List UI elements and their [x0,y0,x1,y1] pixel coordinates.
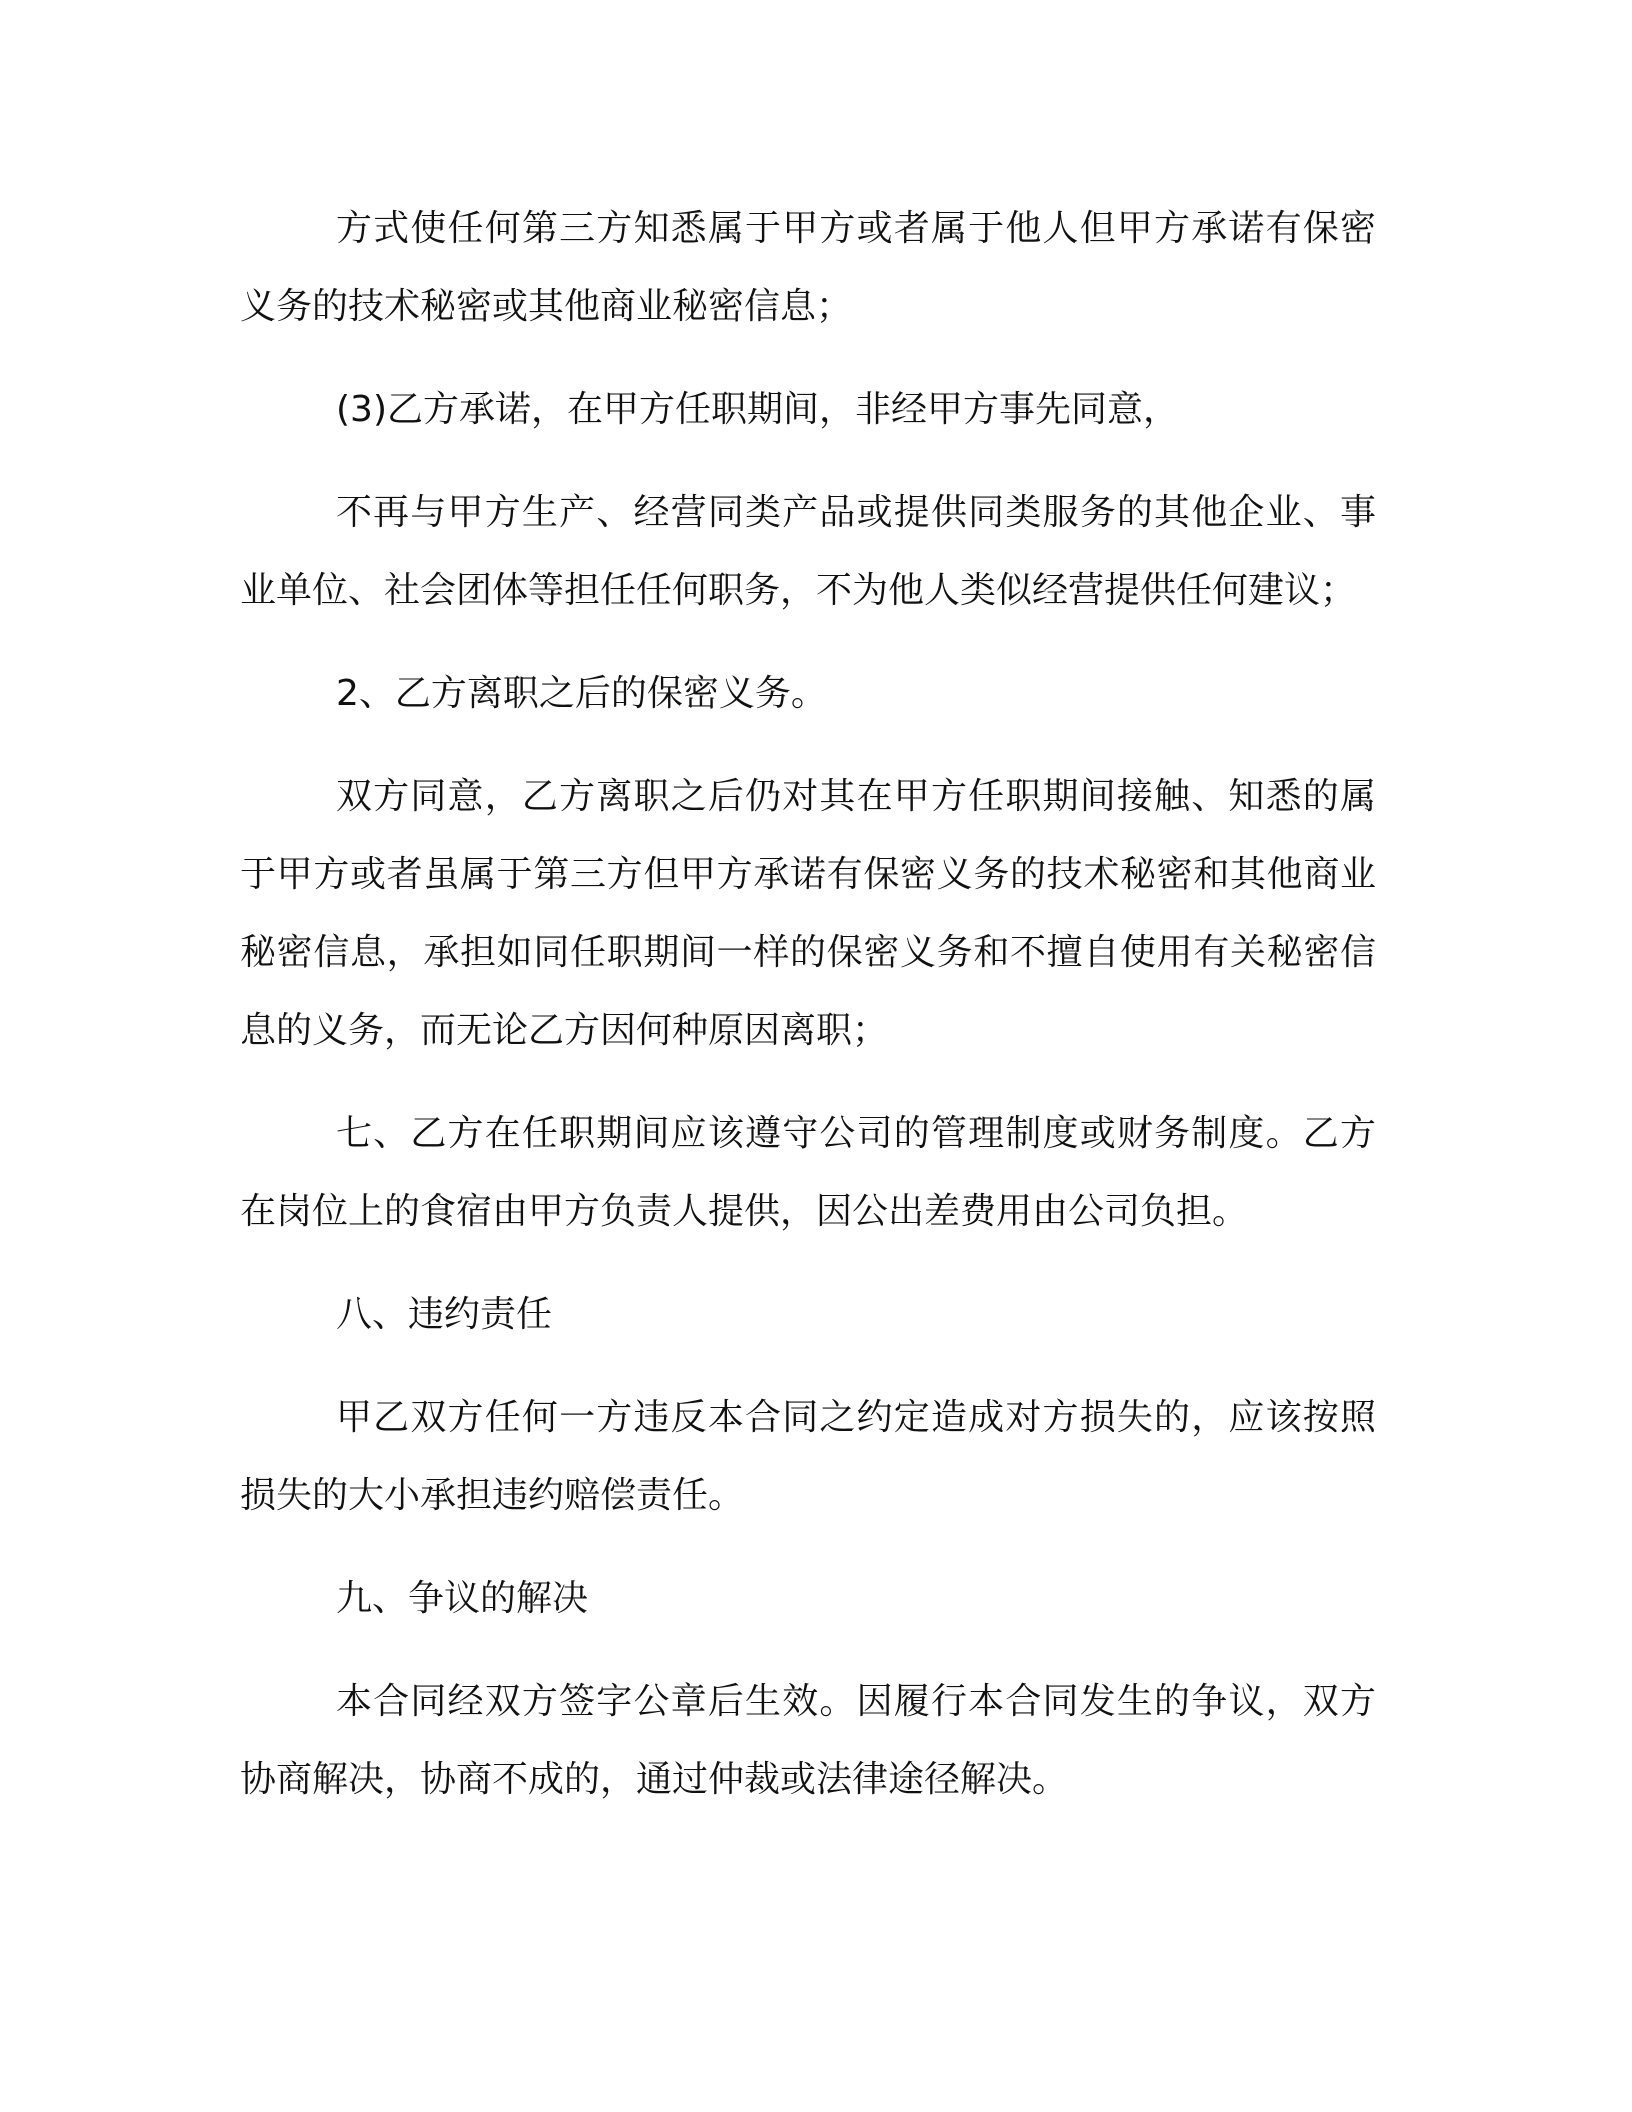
paragraph-clause-3: (3)乙方承诺，在甲方任职期间，非经甲方事先同意， [336,389,1179,430]
paragraph-section-7: 七、乙方在任职期间应该遵守公司的管理制度或财务制度。乙方在岗位上的食宿由甲方负责人提供，因公出差费用由公司负担。 [240,1113,1376,1232]
paragraph-confidential-info-continued: 方式使任何第三方知悉属于甲方或者属于他人但甲方承诺有保密义务的技术秘密或其他商业秘密信息； [240,208,1376,327]
document-body [240,190,1376,1844]
heading-section-8-breach: 八、违约责任 [336,1294,553,1335]
paragraph-post-employment-confidentiality: 双方同意，乙方离职之后仍对其在甲方任职期间接触、知悉的属于甲方或者虽属于第三方但甲方承诺有保密义务的技术秘密和其他商业秘密信息，承担如同任职期间一样的保密义务和不擅自使用有关秘密信息的义务，而无论乙方因何种原因离职； [240,776,1376,1051]
heading-post-employment-confidentiality: 2、乙方离职之后的保密义务。 [336,673,827,714]
paragraph-breach-liability: 甲乙双方任何一方违反本合同之约定造成对方损失的，应该按照损失的大小承担违约赔偿责任。 [240,1397,1376,1516]
paragraph-non-compete: 不再与甲方生产、经营同类产品或提供同类服务的其他企业、事业单位、社会团体等担任任何职务，不为他人类似经营提供任何建议； [240,492,1376,611]
heading-section-9-disputes: 九、争议的解决 [336,1578,589,1619]
paragraph-dispute-resolution: 本合同经双方签字公章后生效。因履行本合同发生的争议，双方协商解决，协商不成的，通过仲裁或法律途径解决。 [240,1681,1376,1800]
